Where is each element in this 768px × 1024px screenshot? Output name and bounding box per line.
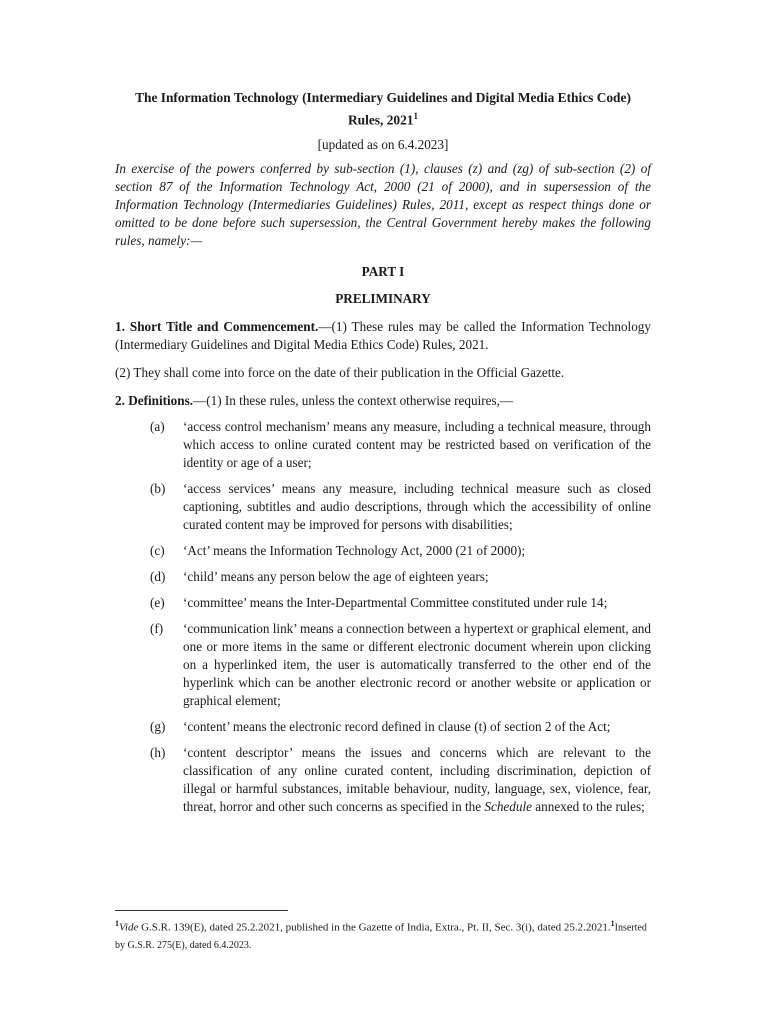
part-heading: PART I [361,264,405,280]
footnote-inserted: Inserted by G.S.R. 275(E), dated 6.4.2023. [115,922,647,951]
definition-text: ‘committee’ means the Inter-Departmental Committee constituted under rule 14; [183,595,608,611]
definition-text: ‘child’ means any person below the age of eighteen years; [183,569,489,585]
rule-1-text: —(1) These rules may be called the Information Technology (Intermediary Guidelines and Digital Media Ethics Code) Rules, 2021. [115,319,651,353]
definition-label: (a) [150,419,165,435]
footnote-text: G.S.R. 139(E), dated 25.2.2021, published in the Gazette of India, Extra., Pt. II, Sec. 3(i), dated 25.2.2021. [138,921,611,934]
rule-2-text: —(1) In these rules, unless the context otherwise requires,— [193,393,514,409]
definition-h-text-after: annexed to the rules; [531,799,645,815]
definition-item [115,480,651,534]
definition-item [115,718,651,736]
definition-label: (c) [150,543,165,559]
part-title: PRELIMINARY [335,291,431,307]
document-page [115,88,651,824]
definition-label: (e) [150,595,165,611]
footnote-marker: 1 [115,919,119,928]
definition-item [115,418,651,472]
definition-text: ‘content’ means the electronic record defined in clause (t) of section 2 of the Act; [183,719,611,735]
title-footnote-marker[interactable]: 1 [413,111,418,121]
definition-item [115,594,651,612]
rule-2-heading: 2. Definitions. [115,393,194,409]
document-title [115,88,651,129]
footnote [115,916,651,954]
definition-text: ‘communication link’ means a connection between a hypertext or graphical element, and one or more items in the same or different electronic document wherein upon clicking on a hyperlinked item, the user is automatically transferred to the other end of the hyperlink which can be another electronic record or another website or application or graphical element; [183,621,651,709]
definition-text: ‘Act’ means the Information Technology Act, 2000 (21 of 2000); [183,543,526,559]
definition-label: (d) [150,569,166,585]
definition-item [115,620,651,710]
rule-1-heading: 1. Short Title and Commencement. [115,319,319,335]
rule-1 [115,318,651,354]
rule-2 [115,392,651,410]
footnote-marker-2: 1 [610,919,615,928]
footnote-vide: Vide [119,921,139,934]
footnote-divider [115,910,288,911]
definition-h-text-before: ‘content descriptor’ means the issues and concerns which are relevant to the classification of any online curated content, including discrimination, depiction of illegal or harmful substances, imitable behaviour, nudity, language, sex, violence, fear, threat, horror and other such concerns as specified in the [183,745,651,815]
schedule-reference: Schedule [484,799,532,815]
rule-1-subrule-2: (2) They shall come into force on the date of their publication in the Official Gazette. [115,365,565,381]
definition-label: (b) [150,481,166,497]
definitions-list [115,418,651,816]
definition-item [115,568,651,586]
definition-text: ‘access services’ means any measure, including technical measure such as closed captioning, subtitles and audio descriptions, through which the accessibility of online curated content may be improved for persons with disabilities; [183,481,651,533]
definition-item [115,542,651,560]
definition-item-h [115,744,651,816]
definition-text [183,744,651,816]
definition-label: (g) [150,719,166,735]
definition-label: (h) [150,745,166,761]
title-line-2: Rules, 2021 [348,112,414,128]
preamble: In exercise of the powers conferred by sub-section (1), clauses (z) and (zg) of sub-section (2) of section 87 of the Information Technology Act, 2000 (21 of 2000), and in supersession of the Information Technology (Intermediaries Guidelines) Rules, 2011, except as respect things done or omitted to be done before such supersession, the Central Government hereby makes the following rules, namely:— [115,161,651,249]
definition-text: ‘access control mechanism’ means any measure, including a technical measure, through which access to online curated content may be restricted based on verification of the identity or age of a user; [183,419,651,471]
updated-note: [updated as on 6.4.2023] [317,137,449,153]
definition-label: (f) [150,621,164,637]
title-line-1: The Information Technology (Intermediary Guidelines and Digital Media Ethics Code) [135,90,631,105]
